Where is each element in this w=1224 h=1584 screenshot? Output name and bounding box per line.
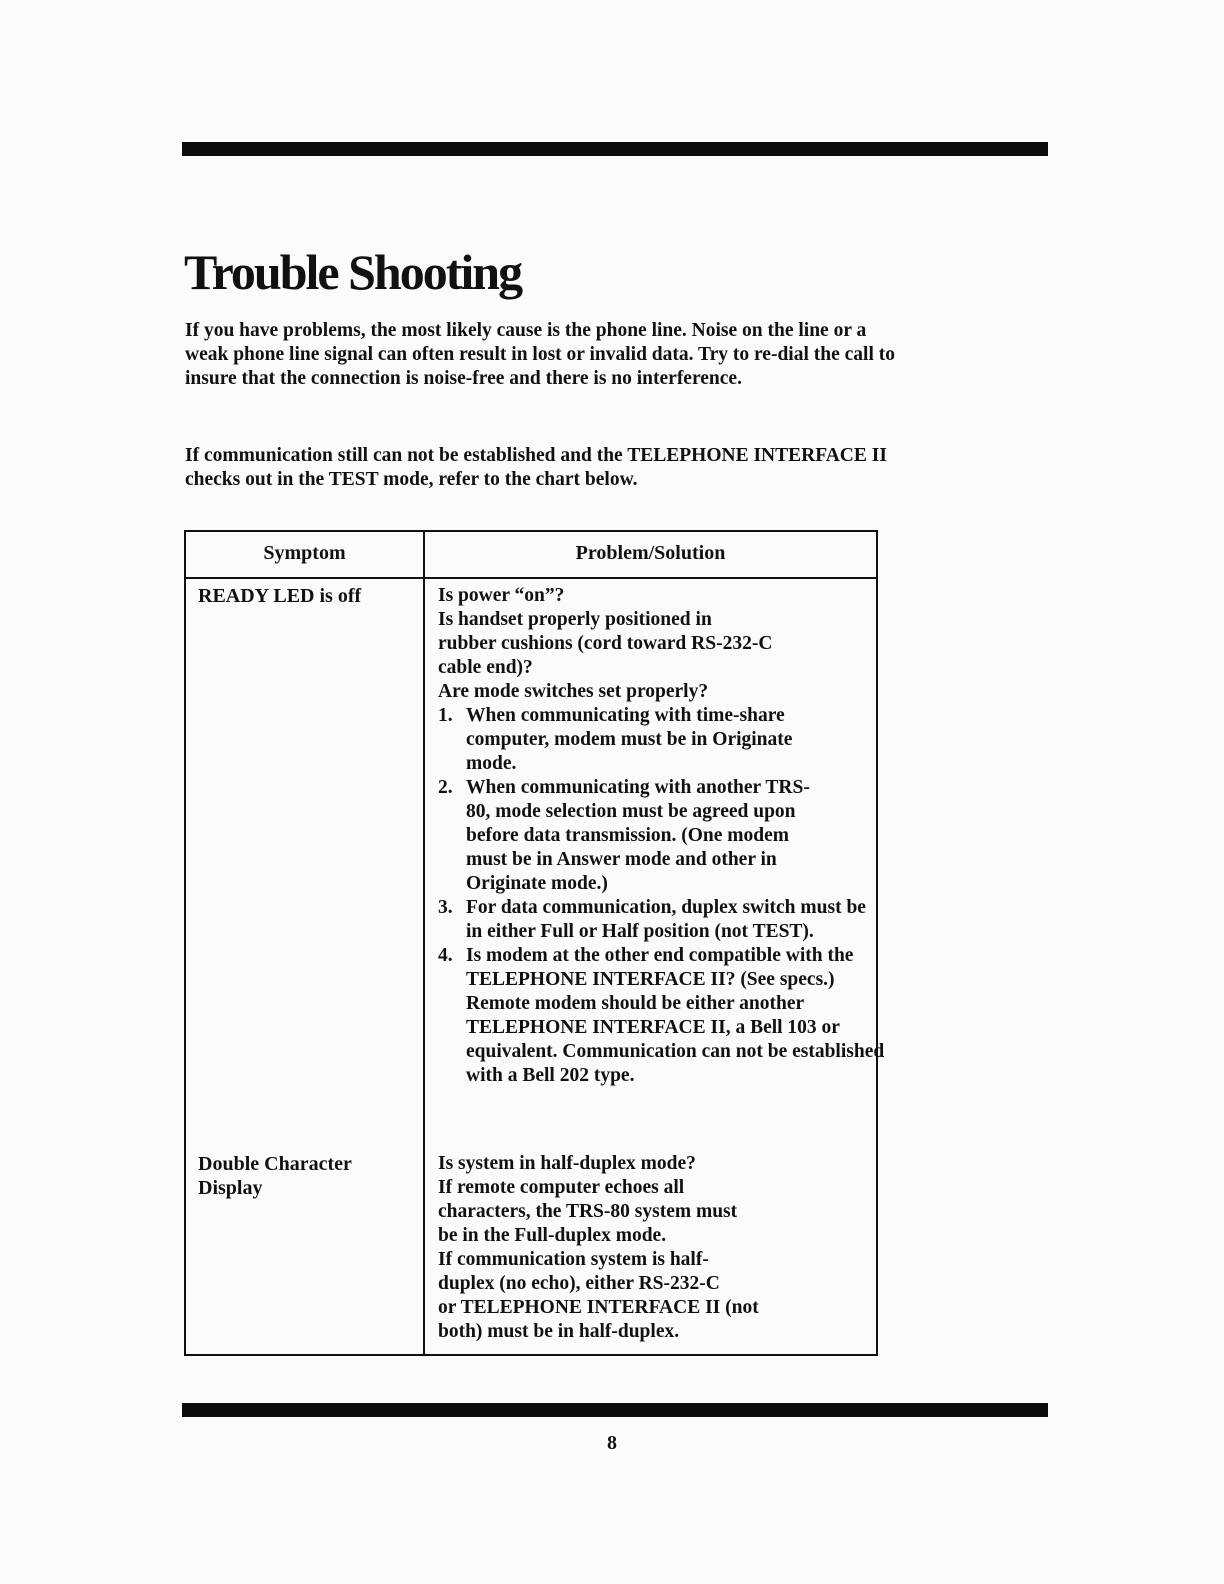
bottom-rule [182,1403,1048,1417]
trouble-shooting-table [184,530,885,1356]
solution-line: Is system in half-duplex mode? [438,1153,696,1174]
page-title: Trouble Shooting [184,244,522,300]
header-symptom: Symptom [263,542,346,564]
header-solution: Problem/Solution [575,542,726,564]
solution-list [438,704,885,1088]
list-text: When communicating with time-share computer, modem must be in Originate mode. [466,705,793,774]
solution-double-character [438,1152,874,1344]
list-number: 2. [438,777,453,798]
header-divider [186,577,876,579]
solution-line: duplex (no echo), either RS-232-C [438,1273,720,1294]
list-item [438,704,816,776]
solution-line: Is handset properly positioned in [438,609,712,630]
symptom-double-character: Double Character Display [198,1153,352,1199]
list-number: 4. [438,945,453,966]
solution-line: Are mode switches set properly? [438,681,709,702]
top-rule [182,142,1048,156]
list-item [438,944,886,1088]
symptom-ready-led: READY LED is off [198,585,362,607]
list-item [438,896,876,944]
solution-line: or TELEPHONE INTERFACE II (not [438,1297,759,1318]
list-text: Is modem at the other end compatible with the TELEPHONE INTERFACE II? (See specs.) Remote modem should be either another TELEPHONE INTERFACE II, a Bell 103 or equivalent. Communication can not be established with a Bell 202 type. [466,945,885,1086]
intro-paragraph-1: If you have problems, the most likely cause is the phone line. Noise on the line or a weak phone line signal can often result in lost or invalid data. Try to re-dial the call to insure that the connection is noise-free and there is no interference. [185,320,895,389]
list-text: For data communication, duplex switch must be in either Full or Half position (not TEST). [466,897,866,942]
solution-line: rubber cushions (cord toward RS-232-C [438,633,773,654]
solution-ready-led [438,584,885,1088]
solution-line: be in the Full-duplex mode. [438,1225,667,1246]
list-number: 1. [438,705,453,726]
list-item [438,776,826,896]
column-divider [423,532,425,1354]
solution-line: If remote computer echoes all [438,1177,685,1198]
solution-line: cable end)? [438,657,533,678]
solution-line: If communication system is half- [438,1249,709,1270]
intro-paragraph-2: If communication still can not be established and the TELEPHONE INTERFACE II checks out in the TEST mode, refer to the chart below. [185,445,887,490]
list-text: When communicating with another TRS-80, mode selection must be agreed upon before data transmission. (One modem must be in Answer mode and other in Originate mode.) [466,777,810,894]
solution-line: characters, the TRS-80 system must [438,1201,738,1222]
solution-line: both) must be in half-duplex. [438,1321,680,1342]
list-number: 3. [438,897,453,918]
solution-line: Is power “on”? [438,585,565,606]
page-number: 8 [607,1432,617,1454]
